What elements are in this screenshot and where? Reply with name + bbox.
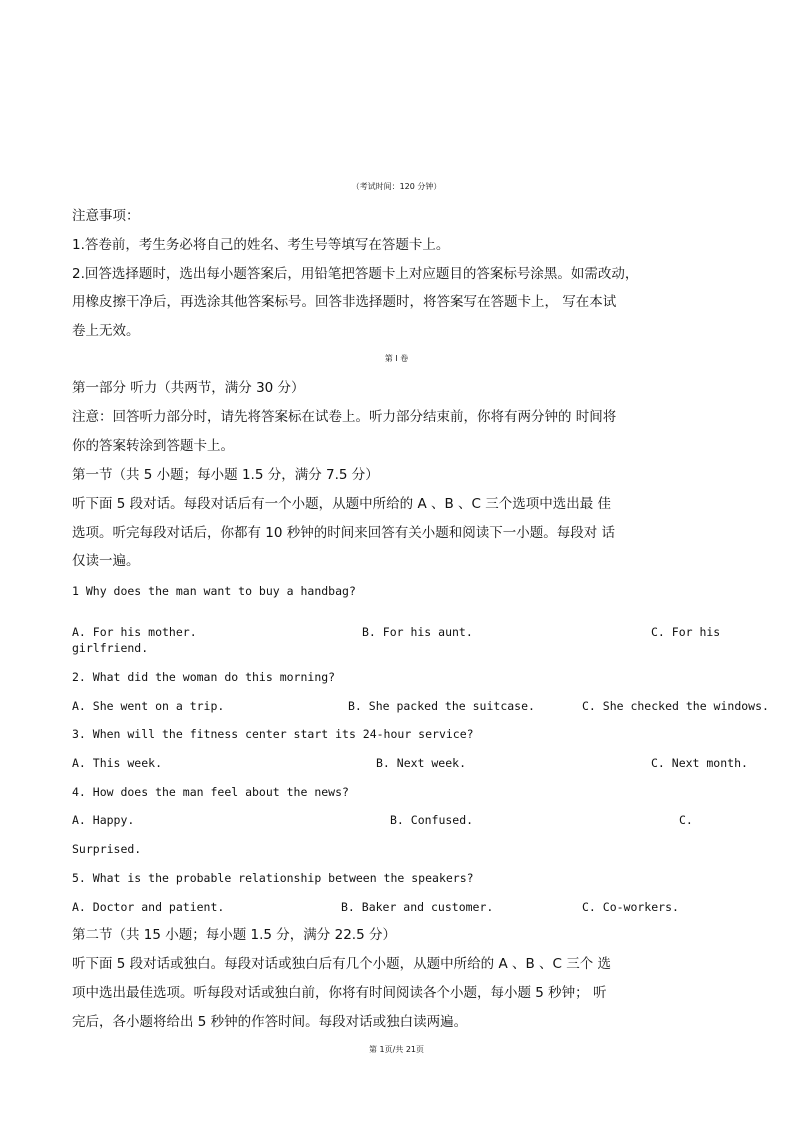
exam-time: （考试时间：120 分钟） (351, 182, 442, 191)
question-4-option-b: B. Confused. (390, 813, 474, 827)
question-5-option-c: C. Co-workers. (582, 900, 679, 914)
section2-instruction-line-1: 听下面 5 段对话或独白。每段对话或独白后有几个小题，从题中所给的 A 、B 、C 三个 选 (72, 956, 612, 972)
question-5-text: 5. What is the probable relationship between the speakers? (72, 871, 474, 885)
notice-item-1: 1.答卷前，考生务必将自己的姓名、考生号等填写在答题卡上。 (72, 237, 450, 253)
question-2-text: 2. What did the woman do this morning? (72, 670, 336, 684)
section1-title: 第一节（共 5 小题；每小题 1.5 分，满分 7.5 分） (72, 467, 379, 483)
section1-instruction-line-1: 听下面 5 段对话。每段对话后有一个小题，从题中所给的 A 、B 、C 三个选项中选出最 佳 (72, 496, 612, 512)
volume-title: 第 I 卷 (384, 354, 409, 363)
question-2-option-a: A. She went on a trip. (72, 699, 225, 713)
question-1-option-c: C. For his (651, 625, 721, 639)
question-4-option-c: C. (679, 813, 693, 827)
question-3-option-c: C. Next month. (651, 756, 748, 770)
section1-instruction-line-2: 选项。听完每段对话后，你都有 10 秒钟的时间来回答有关小题和阅读下一小题。每段对 话 (72, 525, 616, 541)
question-1-option-b: B. For his aunt. (362, 625, 473, 639)
part1-title: 第一部分 听力（共两节，满分 30 分） (72, 380, 305, 396)
question-5-option-a: A. Doctor and patient. (72, 900, 225, 914)
question-4-text: 4. How does the man feel about the news? (72, 785, 349, 799)
notice-title: 注意事项： (72, 208, 140, 224)
question-1-option-c-wrap: girlfriend. (72, 641, 149, 655)
question-2-option-c: C. She checked the windows. (582, 699, 769, 713)
question-3-option-a: A. This week. (72, 756, 163, 770)
notice-item-2-line-3: 卷上无效。 (72, 323, 140, 339)
question-5-option-b: B. Baker and customer. (341, 900, 494, 914)
section2-title: 第二节（共 15 小题；每小题 1.5 分，满分 22.5 分） (72, 927, 396, 943)
question-4-option-a: A. Happy. (72, 813, 135, 827)
question-3-text: 3. When will the fitness center start its 24-hour service? (72, 727, 474, 741)
question-1-option-a: A. For his mother. (72, 625, 197, 639)
part1-note-line-1: 注意：回答听力部分时，请先将答案标在试卷上。听力部分结束前，你将有两分钟的 时间将 (72, 409, 617, 425)
question-4-option-c-wrap: Surprised. (72, 842, 142, 856)
question-3-option-b: B. Next week. (376, 756, 467, 770)
notice-item-2-line-2: 用橡皮擦干净后，再选涂其他答案标号。回答非选择题时，将答案写在答题卡上， 写在本试 (72, 294, 617, 310)
question-1-text: 1 Why does the man want to buy a handbag? (72, 584, 356, 598)
page-footer: 第 1页/共 21页 (368, 1045, 425, 1054)
section2-instruction-line-3: 完后，各小题将给出 5 秒钟的作答时间。每段对话或独白读两遍。 (72, 1014, 468, 1030)
section2-instruction-line-2: 项中选出最佳选项。听每段对话或独白前，你将有时间阅读各个小题，每小题 5 秒钟； 听 (72, 985, 607, 1001)
notice-item-2-line-1: 2.回答选择题时，选出每小题答案后，用铅笔把答题卡上对应题目的答案标号涂黑。如需改动， (72, 266, 639, 282)
part1-note-line-2: 你的答案转涂到答题卡上。 (72, 438, 234, 454)
section1-instruction-line-3: 仅读一遍。 (72, 553, 140, 569)
question-2-option-b: B. She packed the suitcase. (348, 699, 535, 713)
